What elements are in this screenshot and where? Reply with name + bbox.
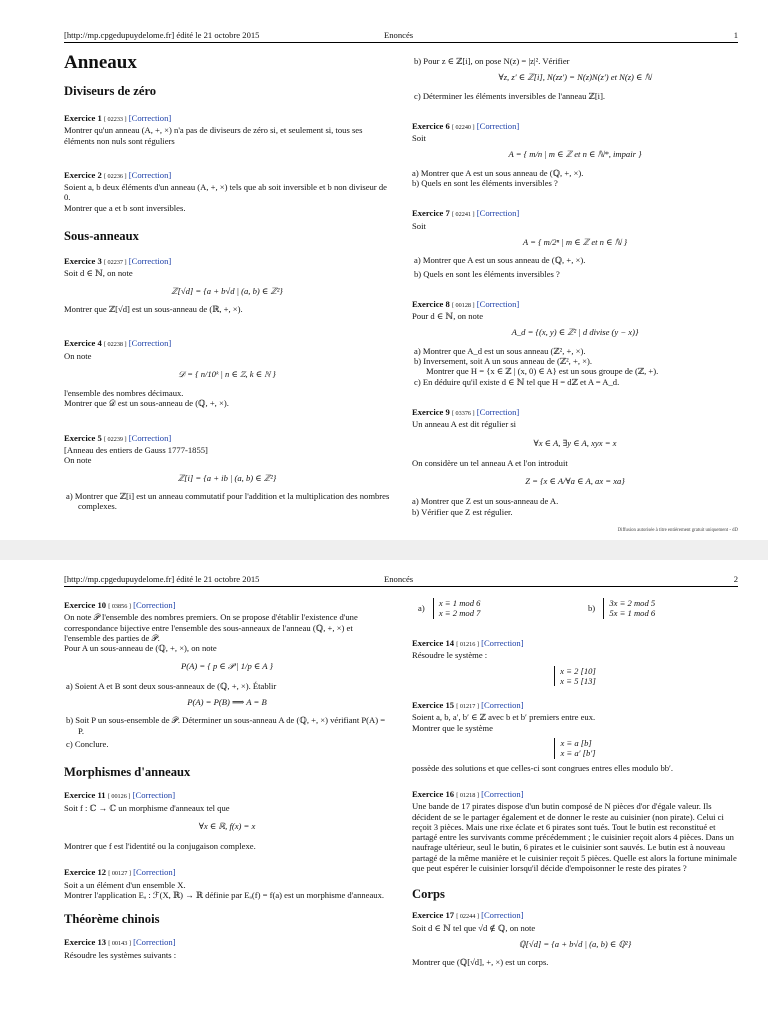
right-column [412,56,738,517]
math-formula: ℤ[i] = {a + ib | (a, b) ∈ ℤ²} [177,472,277,483]
header-rule [64,42,738,43]
exercise-10 [64,600,390,749]
exercise-text: On considère un tel anneau A et l'on introduit [412,457,568,468]
exercise-text: Résoudre le système : [412,650,488,661]
section-title: Sous-anneaux [64,229,139,244]
equation: x ≡ 2 mod 7 [438,608,481,619]
exercise-6 [412,121,738,188]
math-formula: Z = {x ∈ A/∀a ∈ A, ax = xa} [525,476,625,487]
exercise-label: Exercice 4 [64,338,102,349]
equation: x ≡ a [b] [560,738,592,749]
exercise-14 [412,638,738,686]
exercise-ref: [ 02233 ] [103,116,127,123]
exercise-item: a) Montrer que Z est un sous-anneau de A. [412,496,559,507]
exercise-ref: [ 02238 ] [103,341,127,349]
left-column [64,52,390,512]
exercise-label: Exercice 8 [412,298,450,309]
correction-link[interactable]: [Correction] [128,338,172,349]
correction-link[interactable]: [Correction] [476,298,520,309]
correction-link[interactable]: [Correction] [133,600,176,610]
header-section: Enoncés [384,30,414,40]
exercise-ref: [ 03856 ] [108,603,131,610]
math-formula: P(A) = P(B) ⟹ A = B [187,697,267,708]
exercise-text: Soient a, b deux éléments d'un anneau (A, +, ×) tels que ab soit inversible et b non diviseur de 0. [64,182,387,203]
exercise-note: [Anneau des entiers de Gauss 1777-1855] [64,445,208,456]
exercise-item: c) Conclure. [66,738,109,749]
exercise-text: Montrer l'application Eₐ : ℱ(X, ℝ) → ℝ définie par Eₐ(f) = f(a) est un morphisme d'anneaux. [64,890,385,901]
exercise-12 [64,867,390,900]
equation: x ≡ a′ [b′] [560,748,596,759]
exercise-item: b) Pour z ∈ ℤ[i], on pose N(z) = |z|². Vérifier [414,56,570,66]
exercise-8 [412,299,738,387]
exercise-item: b) Inversement, soit A un sous anneau de (ℤ², +, ×). [414,356,592,367]
page-footer: Diffusion autorisée à titre entièrement gratuit uniquement - dD [617,528,738,533]
math-formula: ∀x ∈ ℝ, f(x) = x [198,820,256,831]
exercise-text: Pour A un sous-anneau de (ℚ, +, ×), on note [64,643,217,654]
exercise-label: Exercice 5 [64,432,102,443]
exercise-label: Exercice 14 [412,638,455,648]
exercise-text: Soit d ∈ ℕ, on note [64,268,133,279]
congruence-system [554,738,595,759]
equation: x ≡ 1 mod 6 [438,598,481,608]
exercise-ref: [ 01217 ] [456,703,479,711]
exercise-text: Soit d ∈ ℕ tel que √d ∉ ℚ, on note [412,922,536,933]
exercise-label: Exercice 13 [64,937,107,948]
equation: 5x ≡ 1 mod 6 [609,608,656,619]
correction-link[interactable]: [Correction] [481,638,524,648]
item-label: b) [588,603,596,614]
exercise-ref: [ 00127 ] [108,870,131,878]
exercise-text: Montrer que (ℚ[√d], +, ×) est un corps. [412,957,549,968]
exercise-item: c) En déduire qu'il existe d ∈ ℕ tel que H = dℤ et A = A_d. [414,376,620,387]
exercise-text: On note [64,455,92,466]
exercise-13 [64,937,390,960]
exercise-text: On note 𝒫 l'ensemble des nombres premiers. On se propose d'établir l'existence d'une correspondance bijective entre l'ensemble des sous-anneaux de l'anneau (ℚ, +, ×) et l'ensemble des parties de 𝒫. [64,612,358,643]
exercise-text: Une bande de 17 pirates dispose d'un butin composé de N pièces d'or d'égale valeur. Ils décident de se le partager également et de donner le reste au cuisinier (non pirate). Celui ci reçoit 3 pièces. Mais une rixe éclate et 6 pirates sont tués. Tout le butin est reconstitué et partagé entre les survivants comme précédemment ; le cuisinier reçoit alors 4 pièces. Dans un naufrage ultérieur, seul le butin, 6 pirates et le cuisinier sont sauvés. Le butin est à nouveau partagé de la même manière et le cuisinier reçoit 5 pièces. Quelle est alors la fortune minimale que peut espérer le cuisinier lorsqu'il décide d'empoisonner le reste des pirates ? [412,801,737,874]
page-2 [0,560,768,1024]
left-column [64,600,390,960]
exercise-label: Exercice 12 [64,867,107,878]
exercise-item: b) Vérifier que Z est régulier. [412,506,513,517]
exercise-15 [412,700,738,773]
math-formula: ℤ[√d] = {a + b√d | (a, b) ∈ ℤ²} [171,285,283,296]
correction-link[interactable]: [Correction] [481,700,524,711]
exercise-text: Montrer que 𝒟 est un sous-anneau de (ℚ, +, ×). [64,398,229,409]
correction-link[interactable]: [Correction] [128,256,172,267]
exercise-4 [64,338,390,408]
right-column [412,598,738,968]
exercise-label: Exercice 1 [64,113,102,123]
exercise-label: Exercice 6 [412,120,450,131]
exercise-label: Exercice 10 [64,600,107,610]
exercise-text: l'ensemble des nombres décimaux. [64,388,184,399]
exercise-label: Exercice 11 [64,790,106,801]
correction-link[interactable]: [Correction] [476,120,520,131]
exercise-text: Soit a un élément d'un ensemble X. [64,879,186,890]
exercise-ref: [ 01216 ] [456,641,479,648]
equation: x ≡ 2 [10] [560,665,596,676]
exercise-16 [412,789,738,873]
exercise-ref: [ 00126 ] [107,793,131,801]
exercise-item: a) Soient A et B sont deux sous-anneaux de (ℚ, +, ×). Établir [66,680,277,691]
correction-link[interactable]: [Correction] [133,937,176,948]
exercise-ref: [ 00128 ] [451,301,475,309]
header-url[interactable]: [http://mp.cpgedupuydelome.fr] édité le 21 octobre 2015 [64,574,260,584]
exercise-text: Soient a, b, a′, b′ ∈ ℤ avec b et b′ premiers entre eux. [412,712,596,723]
math-formula: ℚ[√d] = {a + b√d | (a, b) ∈ ℚ²} [518,938,632,949]
exercise-11 [64,790,390,851]
exercise-item: a) Montrer que ℤ[i] est un anneau commutatif pour l'addition et la multiplication des nombres complexes. [66,490,390,512]
exercise-ref: [ 00143 ] [108,940,131,948]
exercise-ref: [ 02240 ] [451,123,475,131]
exercise-item: b) Soit P un sous-ensemble de 𝒫. Déterminer un sous-anneau A de (ℚ, +, ×) vérifiant P(A) = P. [66,715,386,736]
math-formula: P(A) = { p ∈ 𝒫 | 1/p ∈ A } [181,661,273,672]
exercise-ref: [ 02239 ] [103,435,127,443]
systems-row [412,598,738,624]
document-title: Anneaux [64,52,137,73]
exercise-text: Montrer que a et b sont inversibles. [64,202,186,213]
exercise-7 [412,208,738,278]
exercise-item: Montrer que H = {x ∈ ℤ | (x, 0) ∈ A} est un sous groupe de (ℤ, +). [426,366,659,377]
exercise-item: a) Montrer que A est un sous anneau de (ℚ, +, ×). [412,167,584,178]
exercise-text: Montrer que f est l'identité ou la conjugaison complexe. [64,841,256,852]
exercise-ref: [ 02236 ] [103,172,127,180]
page-number: 1 [733,30,738,40]
exercise-text: Résoudre les systèmes suivants : [64,949,177,960]
exercise-text: On note [64,350,92,361]
exercise-text: Pour d ∈ ℕ, on note [412,311,484,322]
exercise-5 [64,433,390,512]
correction-link[interactable]: [Correction] [476,208,520,219]
exercise-1 [64,113,390,146]
equation: x ≡ 5 [13] [560,675,596,686]
correction-link[interactable]: [Correction] [128,169,172,180]
exercise-ref: [ 01218 ] [456,791,479,799]
exercise-label: Exercice 15 [412,700,455,711]
exercise-text: Montrer qu'un anneau (A, +, ×) n'a pas de diviseurs de zéro si, et seulement si, tous ses éléments non nuls sont réguliers [64,125,363,146]
correction-link[interactable]: [Correction] [481,910,524,921]
equation: 3x ≡ 2 mod 5 [609,598,656,608]
exercise-text: Montrer que ℤ[√d] est un sous-anneau de (ℝ, +, ×). [64,303,243,314]
exercise-text: Soit [412,133,426,144]
exercise-item: c) Déterminer les éléments inversibles de l'anneau ℤ[i]. [414,90,606,101]
section-title: Diviseurs de zéro [64,84,157,98]
exercise-text: possède des solutions et que celles-ci sont congrues entres elles modulo bb′. [412,762,674,773]
exercise-label: Exercice 7 [412,208,450,219]
exercise-item: a) Montrer que A est un sous anneau de (ℚ, +, ×). [414,255,586,266]
header-section: Enoncés [384,574,414,584]
exercise-ref: [ 03376 ] [451,409,475,417]
section-title: Corps [412,887,445,902]
exercise-item: b) Quels en sont les éléments inversibles ? [412,178,558,189]
exercise-17 [412,910,738,967]
exercise-item: b) Quels en sont les éléments inversibles ? [414,268,560,279]
exercise-ref: [ 02244 ] [456,913,479,921]
item-label: a) [418,603,425,614]
exercise-item: a) Montrer que A_d est un sous anneau (ℤ², +, ×). [414,345,586,356]
exercise-ref: [ 02237 ] [103,259,127,267]
page-number: 2 [733,574,738,584]
correction-link[interactable]: [Correction] [132,790,176,801]
exercise-3 [64,256,390,314]
congruence-system [433,598,481,619]
exercise-9 [412,407,738,517]
math-formula: A = { m/n | m ∈ ℤ et n ∈ ℕ*, impair } [508,149,642,160]
congruence-system [603,598,655,619]
math-formula: A = { m/2ⁿ | m ∈ ℤ et n ∈ ℕ } [522,236,628,247]
math-formula: ∀x ∈ A, ∃y ∈ A, xyx = x [533,437,617,448]
math-formula: 𝒟 = { n/10ᵏ | n ∈ ℤ, k ∈ ℕ } [178,368,276,379]
correction-link[interactable]: [Correction] [133,867,176,878]
header-url[interactable]: [http://mp.cpgedupuydelome.fr] édité le 21 octobre 2015 [64,30,260,40]
correction-link[interactable]: [Correction] [128,432,172,443]
header-rule [64,586,738,587]
section-title: Morphismes d'anneaux [64,765,191,780]
math-formula: ∀z, z′ ∈ ℤ[i], N(zz′) = N(z)N(z′) et N(z) ∈ ℕ [498,72,652,83]
exercise-text: Soit f : ℂ → ℂ un morphisme d'anneaux tel que [64,802,230,813]
section-title: Théorème chinois [64,912,160,927]
exercise-label: Exercice 9 [412,406,450,417]
exercise-text: Un anneau A est dit régulier si [412,419,517,430]
page-separator [0,540,768,560]
exercise-text: Montrer que le système [412,722,493,733]
exercise-label: Exercice 3 [64,256,102,267]
exercise-2 [64,170,390,213]
congruence-system [554,666,596,687]
correction-link[interactable]: [Correction] [481,788,524,799]
exercise-label: Exercice 16 [412,788,455,799]
exercise-ref: [ 02241 ] [451,211,475,219]
exercise-label: Exercice 17 [412,910,455,921]
correction-link[interactable]: [Correction] [128,113,172,123]
correction-link[interactable]: [Correction] [476,406,520,417]
math-formula: A_d = {(x, y) ∈ ℤ² | d divise (y − x)} [511,327,639,338]
exercise-label: Exercice 2 [64,169,102,180]
exercise-text: Soit [412,220,426,231]
